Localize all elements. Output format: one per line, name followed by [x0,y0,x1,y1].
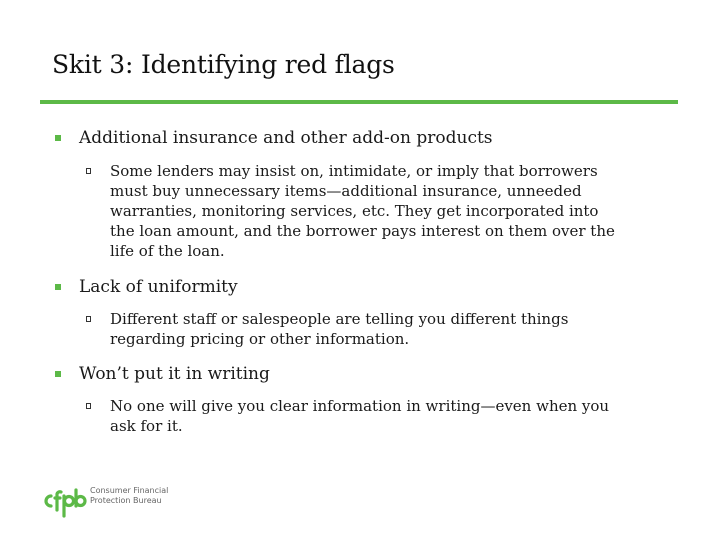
logo-lettering: Consumer Financial Protection Bureau [90,486,169,505]
cfpb-wordmark-icon [42,484,88,524]
slide-title: Skit 3: Identifying red flags [52,50,395,79]
cfpb-logo [42,484,182,524]
bullet-label: Won’t put it in writing [79,364,270,384]
sub-bullet-square-icon [86,403,91,409]
bullet-square-icon [55,135,61,141]
bullet-label: Additional insurance and other add-on products [79,128,493,148]
bullet-label: Lack of uniformity [79,277,238,297]
bullet-square-icon [55,284,61,290]
title-divider [40,100,678,104]
sub-bullet-text: Some lenders may insist on, intimidate, or imply that borrowers must buy unnecessary items—additional insurance, unneeded warranties, monitoring services, etc. They get incorporated into the loan amount, and the borrower pays interest on them over the life of the loan. [110,162,615,260]
sub-bullet-text: Different staff or salespeople are telling you different things regarding pricing or other information. [110,310,569,348]
sub-bullet-text: No one will give you clear information in writing—even when you ask for it. [110,397,610,435]
sub-bullet-square-icon [86,316,91,322]
bullet-square-icon [55,371,61,377]
sub-bullet-square-icon [86,168,91,174]
